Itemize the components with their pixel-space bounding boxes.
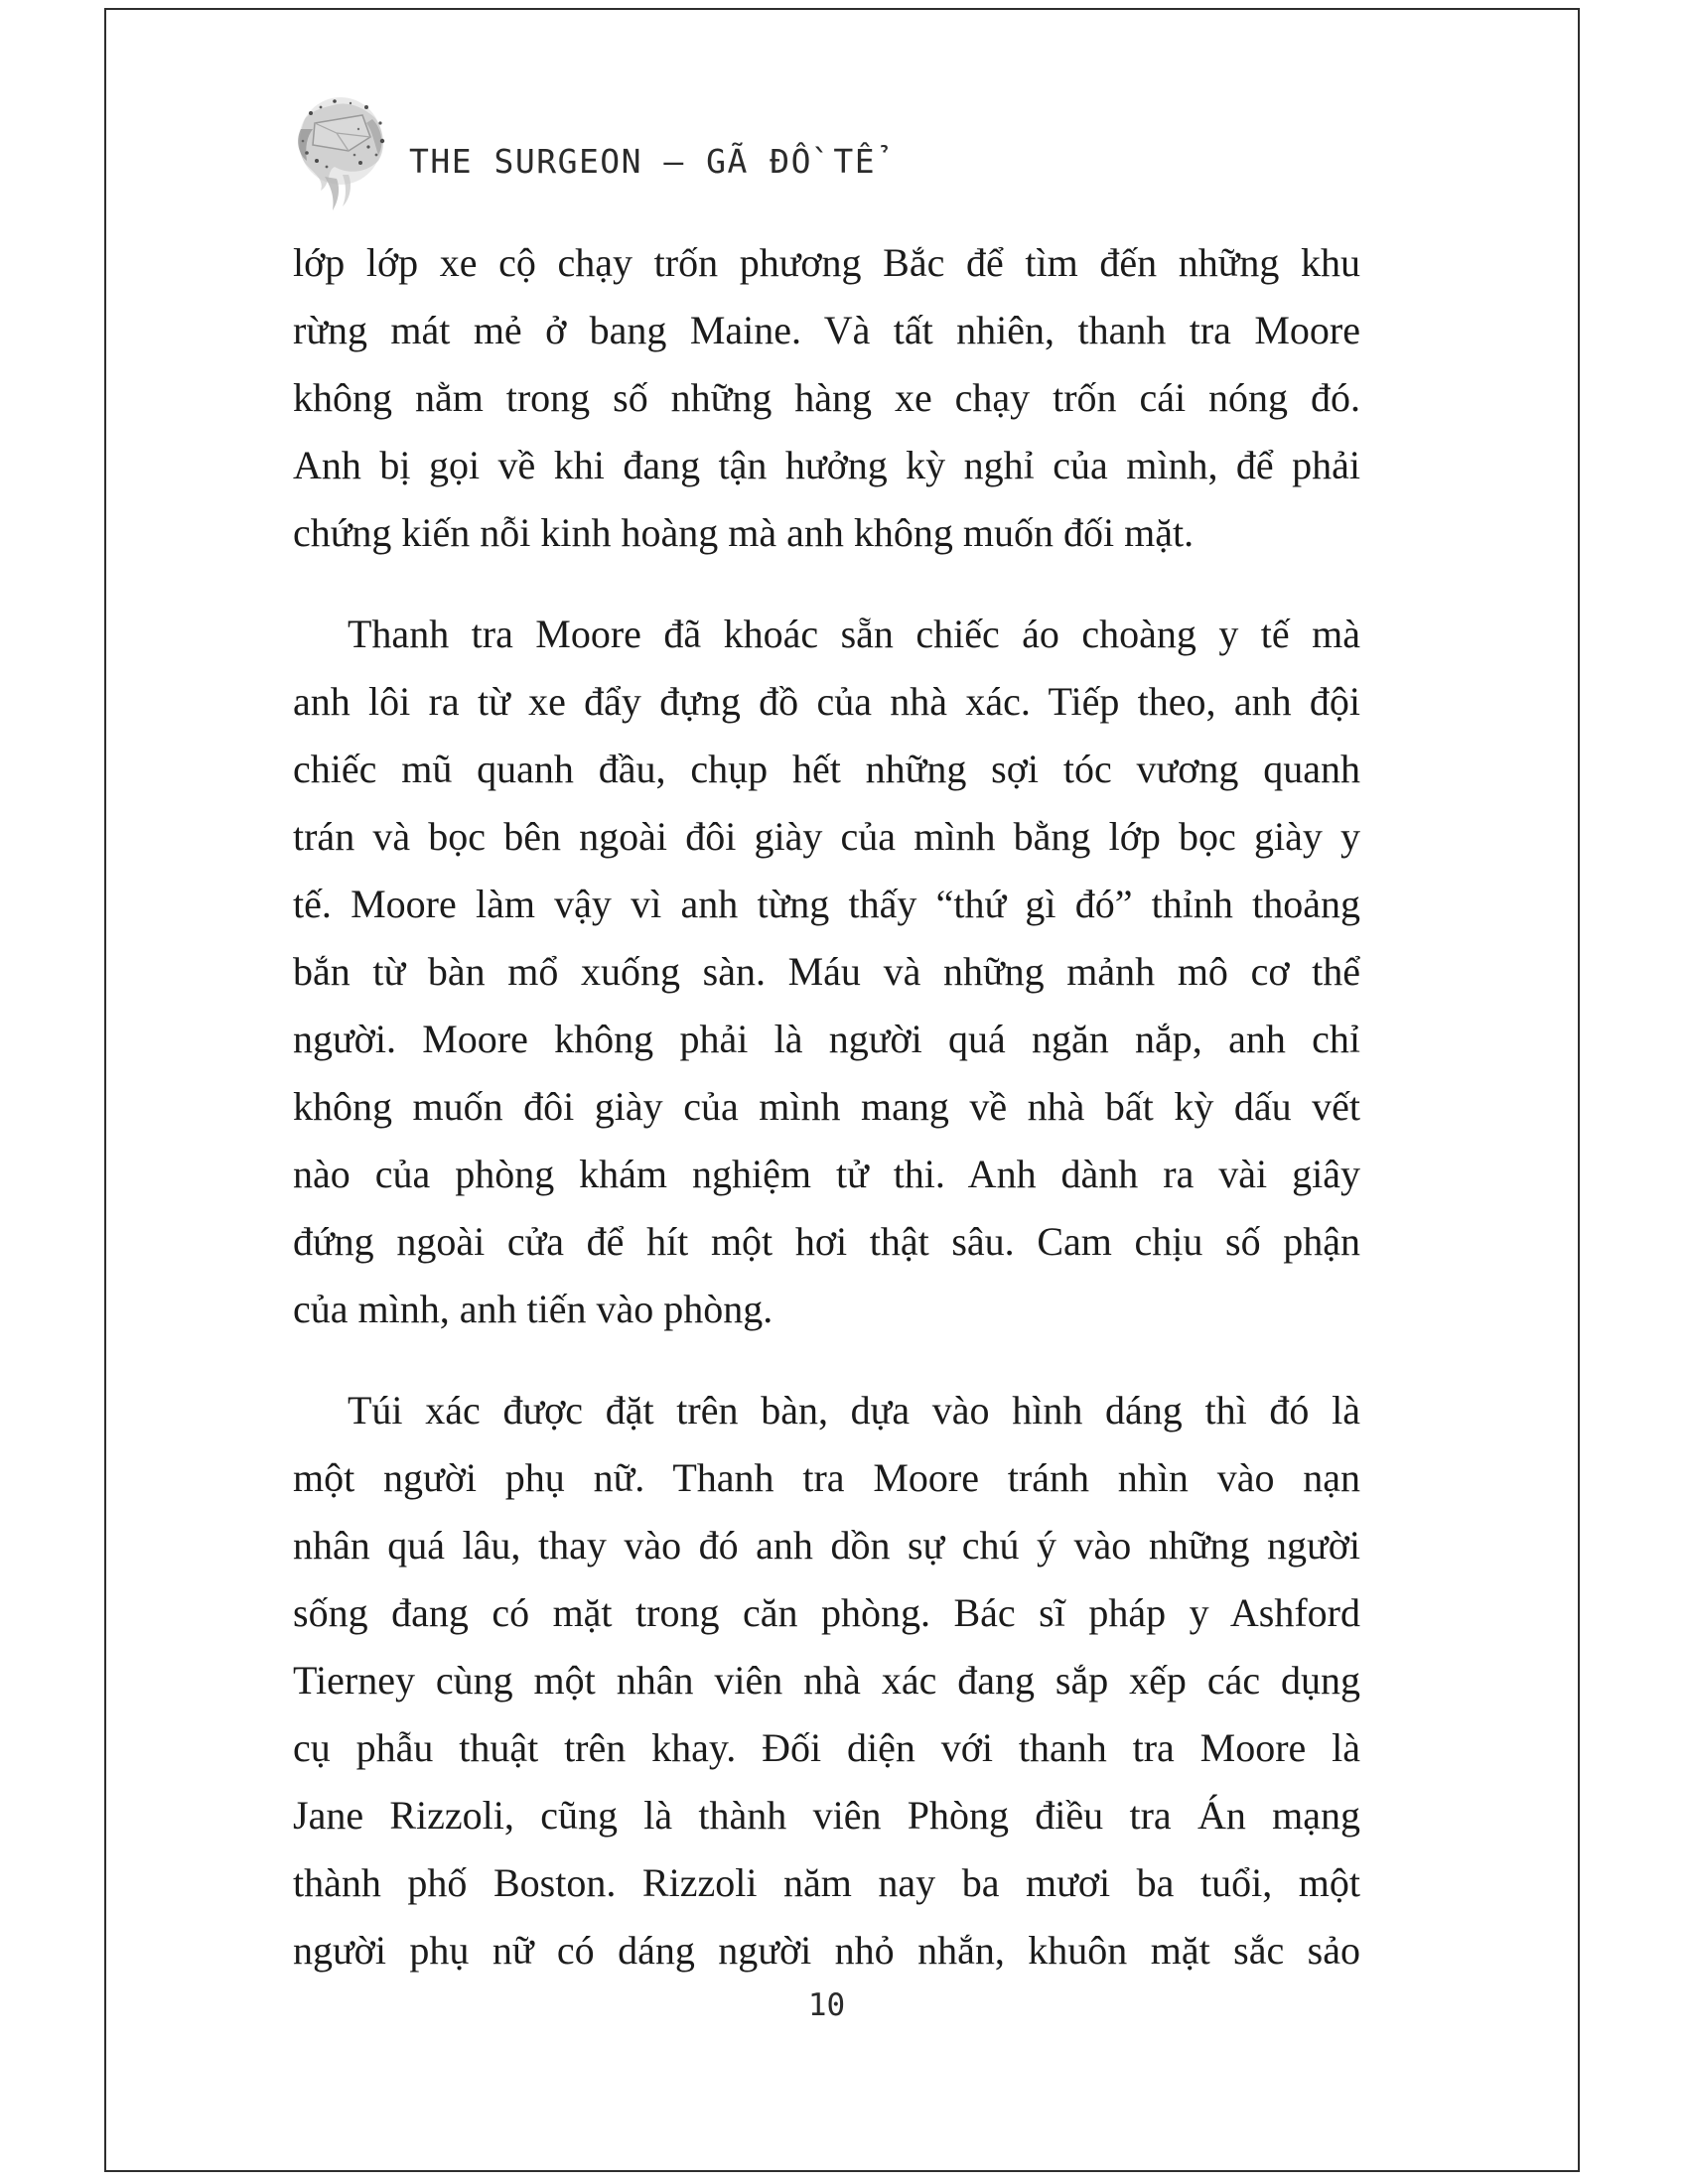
text-line: thành phố Boston. Rizzoli năm nay ba mươi ba tuổi, một <box>293 1860 1360 1905</box>
text-line: bắn từ bàn mổ xuống sàn. Máu và những mảnh mô cơ thể <box>293 949 1360 994</box>
text-line: không muốn đôi giày của mình mang về nhà bất kỳ dấu vết <box>293 1084 1360 1129</box>
text-line: một người phụ nữ. Thanh tra Moore tránh nhìn vào nạn <box>293 1455 1360 1500</box>
text-line: nhân quá lâu, thay vào đó anh dồn sự chú ý vào những người <box>293 1523 1360 1568</box>
paragraph <box>293 601 1360 1343</box>
surgical-mask-illustration <box>291 89 392 214</box>
text-line: chiếc mũ quanh đầu, chụp hết những sợi tóc vương quanh <box>293 747 1360 791</box>
text-line: cụ phẫu thuật trên khay. Đối diện với thanh tra Moore là <box>293 1725 1360 1770</box>
text-line: trán và bọc bên ngoài đôi giày của mình bằng lớp bọc giày y <box>293 814 1360 859</box>
text-line: Tierney cùng một nhân viên nhà xác đang sắp xếp các dụng <box>293 1658 1360 1703</box>
text-line: chứng kiến nỗi kinh hoàng mà anh không muốn đối mặt. <box>293 510 1195 555</box>
paragraph <box>293 1377 1360 1984</box>
text-line: sống đang có mặt trong căn phòng. Bác sĩ pháp y Ashford <box>293 1590 1360 1635</box>
text-line: anh lôi ra từ xe đẩy đựng đồ của nhà xác. Tiếp theo, anh đội <box>293 679 1360 724</box>
text-line: người. Moore không phải là người quá ngăn nắp, anh chỉ <box>293 1017 1360 1061</box>
text-line: người phụ nữ có dáng người nhỏ nhắn, khuôn mặt sắc sảo <box>293 1928 1360 1973</box>
text-line: tế. Moore làm vậy vì anh từng thấy “thứ gì đó” thỉnh thoảng <box>293 882 1360 926</box>
text-line: Anh bị gọi về khi đang tận hưởng kỳ nghỉ của mình, để phải <box>293 443 1360 487</box>
text-line: Thanh tra Moore đã khoác sẵn chiếc áo choàng y tế mà <box>348 612 1360 656</box>
text-line: Jane Rizzoli, cũng là thành viên Phòng điều tra Án mạng <box>293 1793 1360 1838</box>
body-text <box>293 229 1360 1984</box>
running-head-title: THE SURGEON – GÃ ĐỒ TỂ <box>409 142 877 181</box>
page-number: 10 <box>807 1987 846 2023</box>
text-line: của mình, anh tiến vào phòng. <box>293 1287 774 1331</box>
text-line: nào của phòng khám nghiệm tử thi. Anh dành ra vài giây <box>293 1152 1360 1196</box>
text-line: Túi xác được đặt trên bàn, dựa vào hình dáng thì đó là <box>348 1388 1360 1433</box>
text-line: lớp lớp xe cộ chạy trốn phương Bắc để tìm đến những khu <box>293 240 1360 285</box>
text-line: rừng mát mẻ ở bang Maine. Và tất nhiên, thanh tra Moore <box>293 308 1360 352</box>
text-line: không nằm trong số những hàng xe chạy trốn cái nóng đó. <box>293 375 1360 420</box>
text-line: đứng ngoài cửa để hít một hơi thật sâu. Cam chịu số phận <box>293 1219 1360 1264</box>
paragraph <box>293 229 1360 567</box>
